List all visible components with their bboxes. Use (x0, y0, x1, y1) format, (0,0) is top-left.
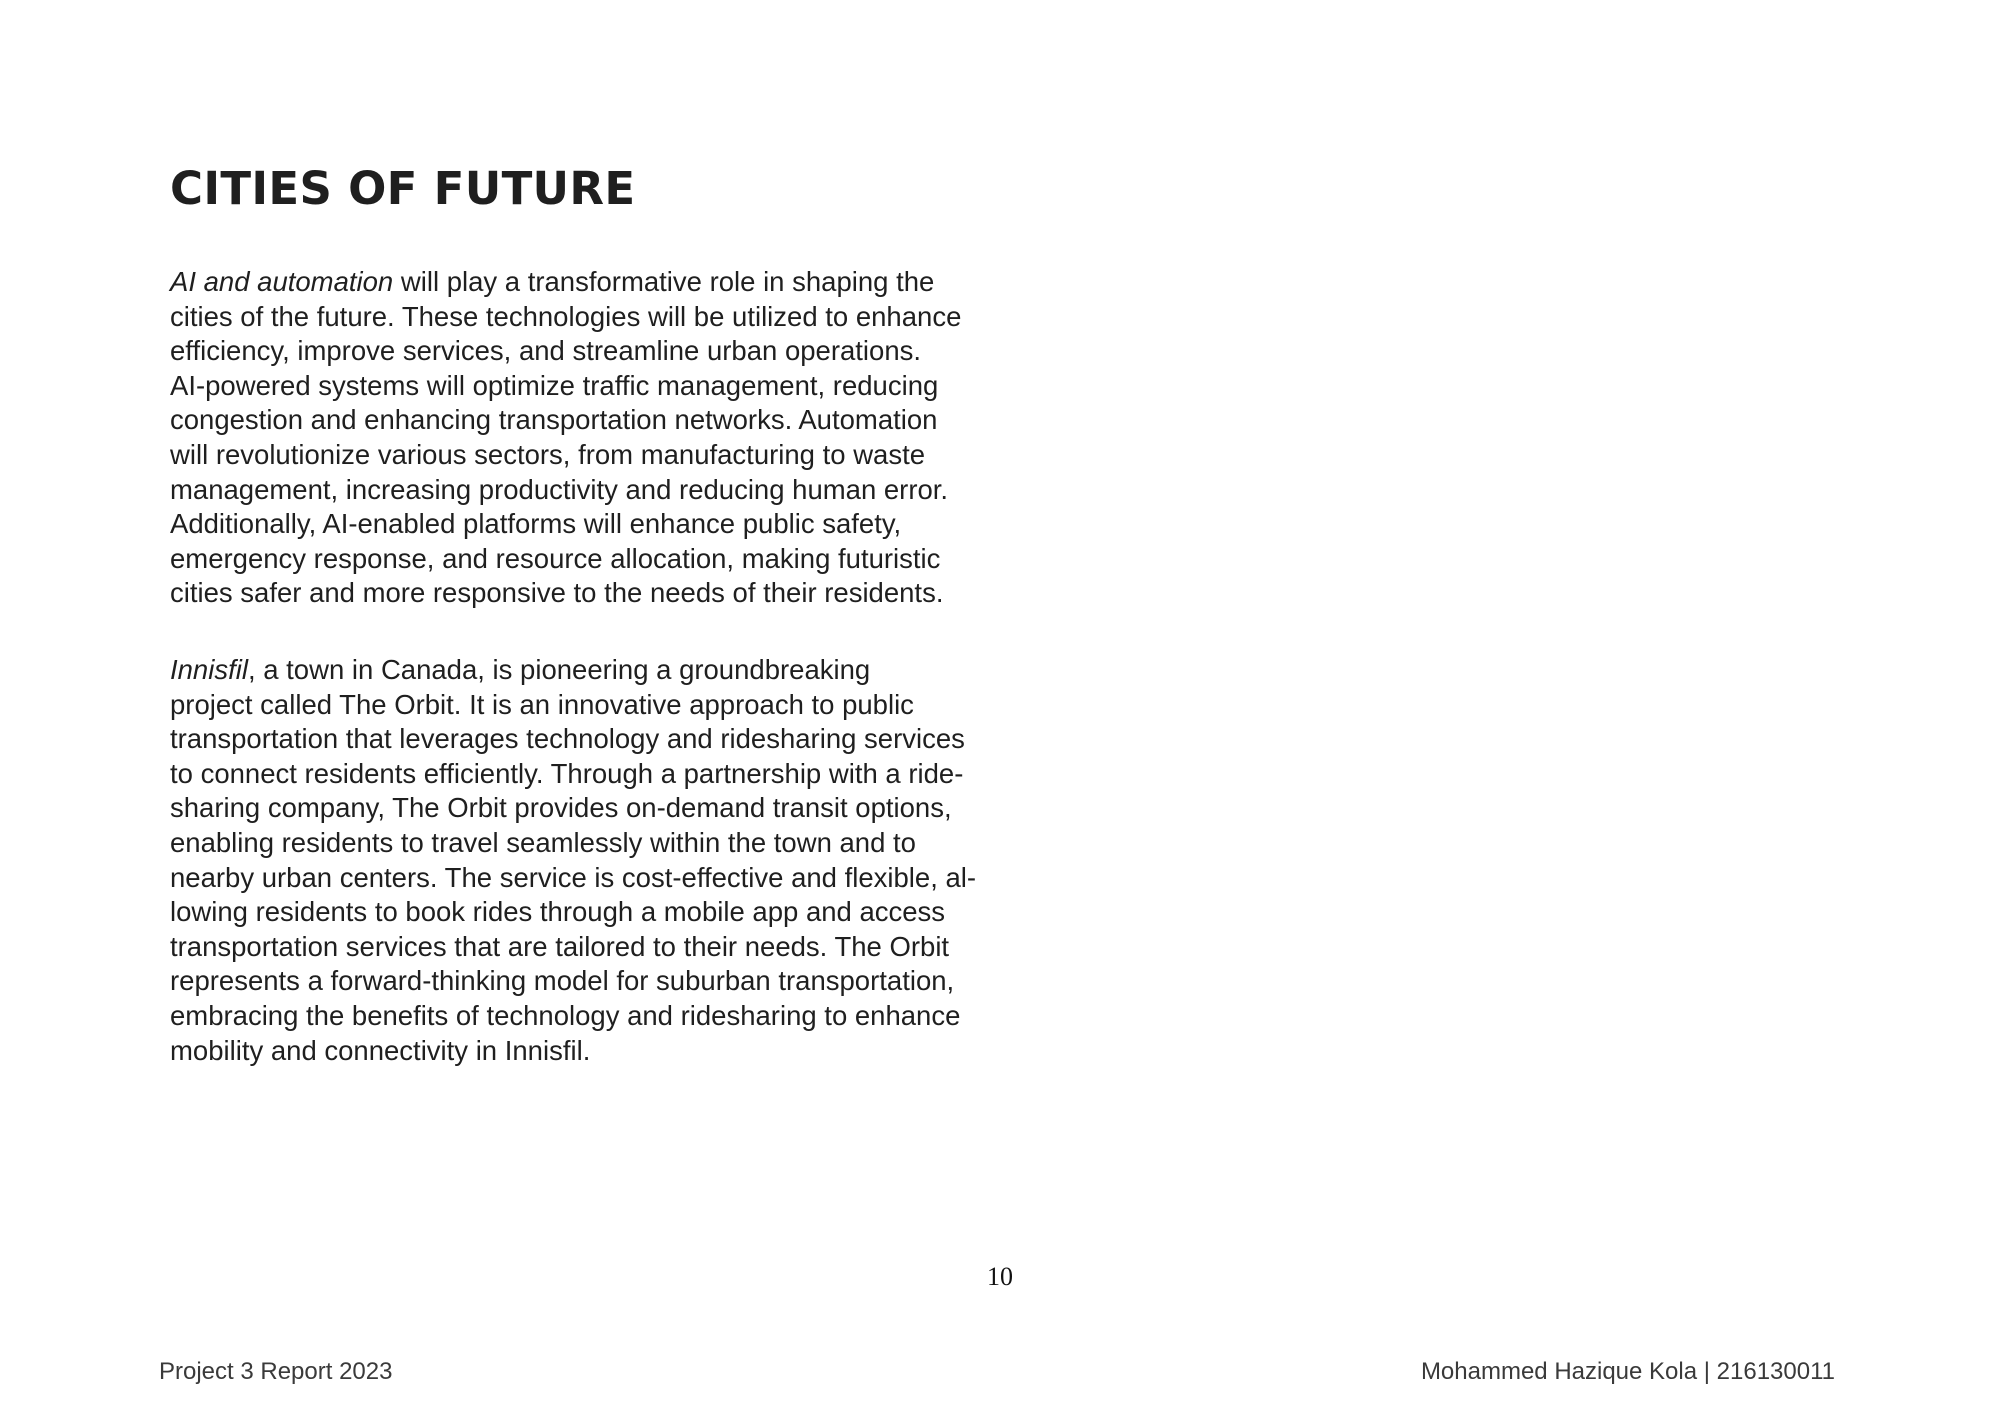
paragraph-line: to connect residents efficiently. Through a partnership with a ride- (170, 757, 964, 789)
paragraph-line: cities of the future. These technologies will be utilized to enhance (170, 300, 962, 332)
page-title: CITIES OF FUTURE (170, 162, 636, 215)
paragraph-line: transportation that leverages technology and ridesharing services (170, 723, 965, 755)
paragraph-line: will revolutionize various sectors, from manufacturing to waste (170, 438, 926, 470)
paragraph-ai-automation (170, 265, 1015, 611)
paragraph-line: emergency response, and resource allocation, making futuristic (170, 542, 941, 574)
paragraph-line: management, increasing productivity and reducing human error. (170, 473, 949, 505)
line-text: will play a transformative role in shaping the (393, 266, 935, 297)
paragraph-line: sharing company, The Orbit provides on-demand transit options, (170, 792, 952, 824)
page-number: 10 (987, 1262, 1013, 1291)
line-text: , a town in Canada, is pioneering a groundbreaking (247, 654, 871, 685)
paragraph-line: AI-powered systems will optimize traffic management, reducing (170, 369, 939, 401)
paragraph-line: efficiency, improve services, and streamline urban operations. (170, 335, 922, 367)
paragraph-line: congestion and enhancing transportation networks. Automation (170, 404, 938, 436)
footer-report-title: Project 3 Report 2023 (159, 1358, 393, 1385)
paragraph-innisfil (170, 653, 1015, 1068)
italic-lead: AI and automation (170, 266, 394, 297)
paragraph-line: lowing residents to book rides through a mobile app and access (170, 896, 946, 928)
paragraph-line: represents a forward-thinking model for suburban transportation, (170, 965, 955, 997)
paragraph-line: enabling residents to travel seamlessly within the town and to (170, 826, 916, 858)
footer-author: Mohammed Hazique Kola | 216130011 (1420, 1358, 1835, 1385)
paragraph-line: nearby urban centers. The service is cost-effective and flexible, al- (170, 861, 977, 893)
italic-lead: Innisfil (170, 654, 248, 685)
paragraph-line: cities safer and more responsive to the needs of their residents. (170, 577, 944, 609)
paragraph-line: mobility and connectivity in Innisfil. (170, 1034, 591, 1066)
paragraph-line (170, 653, 1015, 688)
paragraph-line: project called The Orbit. It is an innovative approach to public (170, 688, 914, 720)
paragraph-line: transportation services that are tailored to their needs. The Orbit (170, 930, 950, 962)
paragraph-line (170, 265, 1015, 300)
paragraph-line: Additionally, AI-enabled platforms will enhance public safety, (170, 508, 902, 540)
paragraph-line: embracing the benefits of technology and ridesharing to enhance (170, 999, 961, 1031)
